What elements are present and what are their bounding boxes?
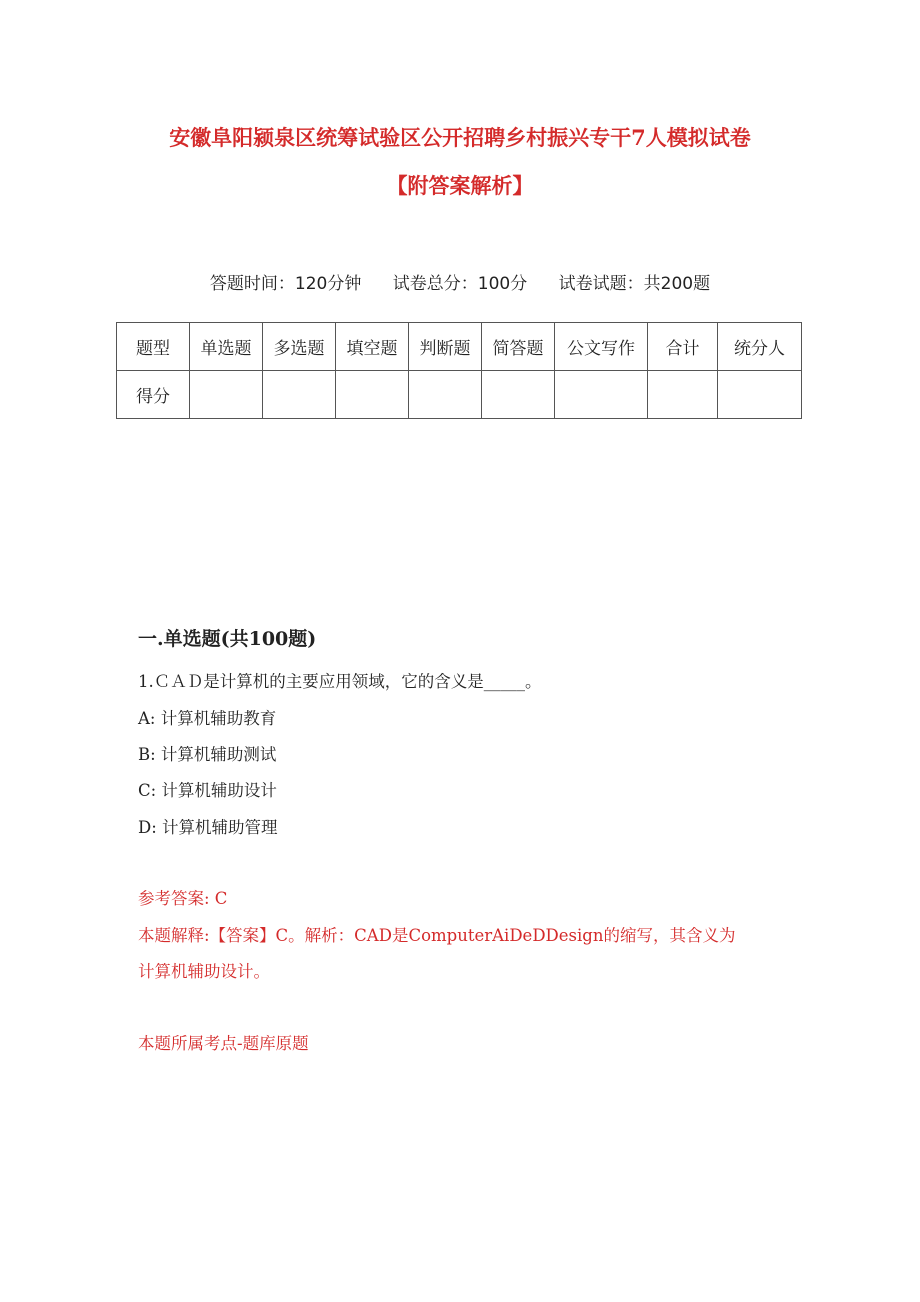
question-stem: 1.ＣＡＤ是计算机的主要应用领域，它的含义是_____。: [138, 672, 542, 691]
header-cell-true-false: 判断题: [409, 323, 482, 371]
exam-time: 答题时间：120分钟: [209, 274, 362, 294]
score-cell: [409, 371, 482, 419]
score-cell: [718, 371, 802, 419]
score-row-label: 得分: [117, 371, 190, 419]
score-cell: [555, 371, 648, 419]
score-cell: [648, 371, 718, 419]
header-cell-multiple-choice: 多选题: [263, 323, 336, 371]
header-cell-single-choice: 单选题: [190, 323, 263, 371]
score-cell: [482, 371, 555, 419]
exam-total-score: 试卷总分：100分: [392, 274, 528, 294]
option-d: D: 计算机辅助管理: [138, 818, 278, 837]
header-cell-fill-blank: 填空题: [336, 323, 409, 371]
exam-meta: [0, 269, 920, 294]
option-b: B: 计算机辅助测试: [138, 745, 277, 764]
section-title: 一.单选题(共100题): [138, 628, 317, 650]
score-cell: [190, 371, 263, 419]
header-cell-short-answer: 简答题: [482, 323, 555, 371]
reference-answer: 参考答案: C: [138, 889, 228, 908]
header-cell-total: 合计: [648, 323, 718, 371]
score-cell: [263, 371, 336, 419]
header-cell-scorer: 统分人: [718, 323, 802, 371]
document-subtitle: 【附答案解析】: [386, 173, 534, 198]
score-cell: [336, 371, 409, 419]
header-cell-official-writing: 公文写作: [555, 323, 648, 371]
explanation-line-2: 计算机辅助设计。: [138, 962, 270, 981]
score-table: [116, 322, 802, 419]
question-source: 本题所属考点-题库原题: [138, 1034, 309, 1053]
exam-question-count: 试卷试题：共200题: [558, 274, 711, 294]
explanation-line-1: 本题解释:【答案】C。解析：CAD是ComputerAiDeDDesign的缩写，其含义为: [138, 926, 736, 945]
option-a: A: 计算机辅助教育: [138, 709, 277, 728]
option-c: C: 计算机辅助设计: [138, 781, 277, 800]
document-title: 安徽阜阳颍泉区统筹试验区公开招聘乡村振兴专干7人模拟试卷: [169, 125, 751, 150]
score-table-score-row: [117, 371, 802, 419]
score-table-header-row: [117, 323, 802, 371]
header-cell-type: 题型: [117, 323, 190, 371]
